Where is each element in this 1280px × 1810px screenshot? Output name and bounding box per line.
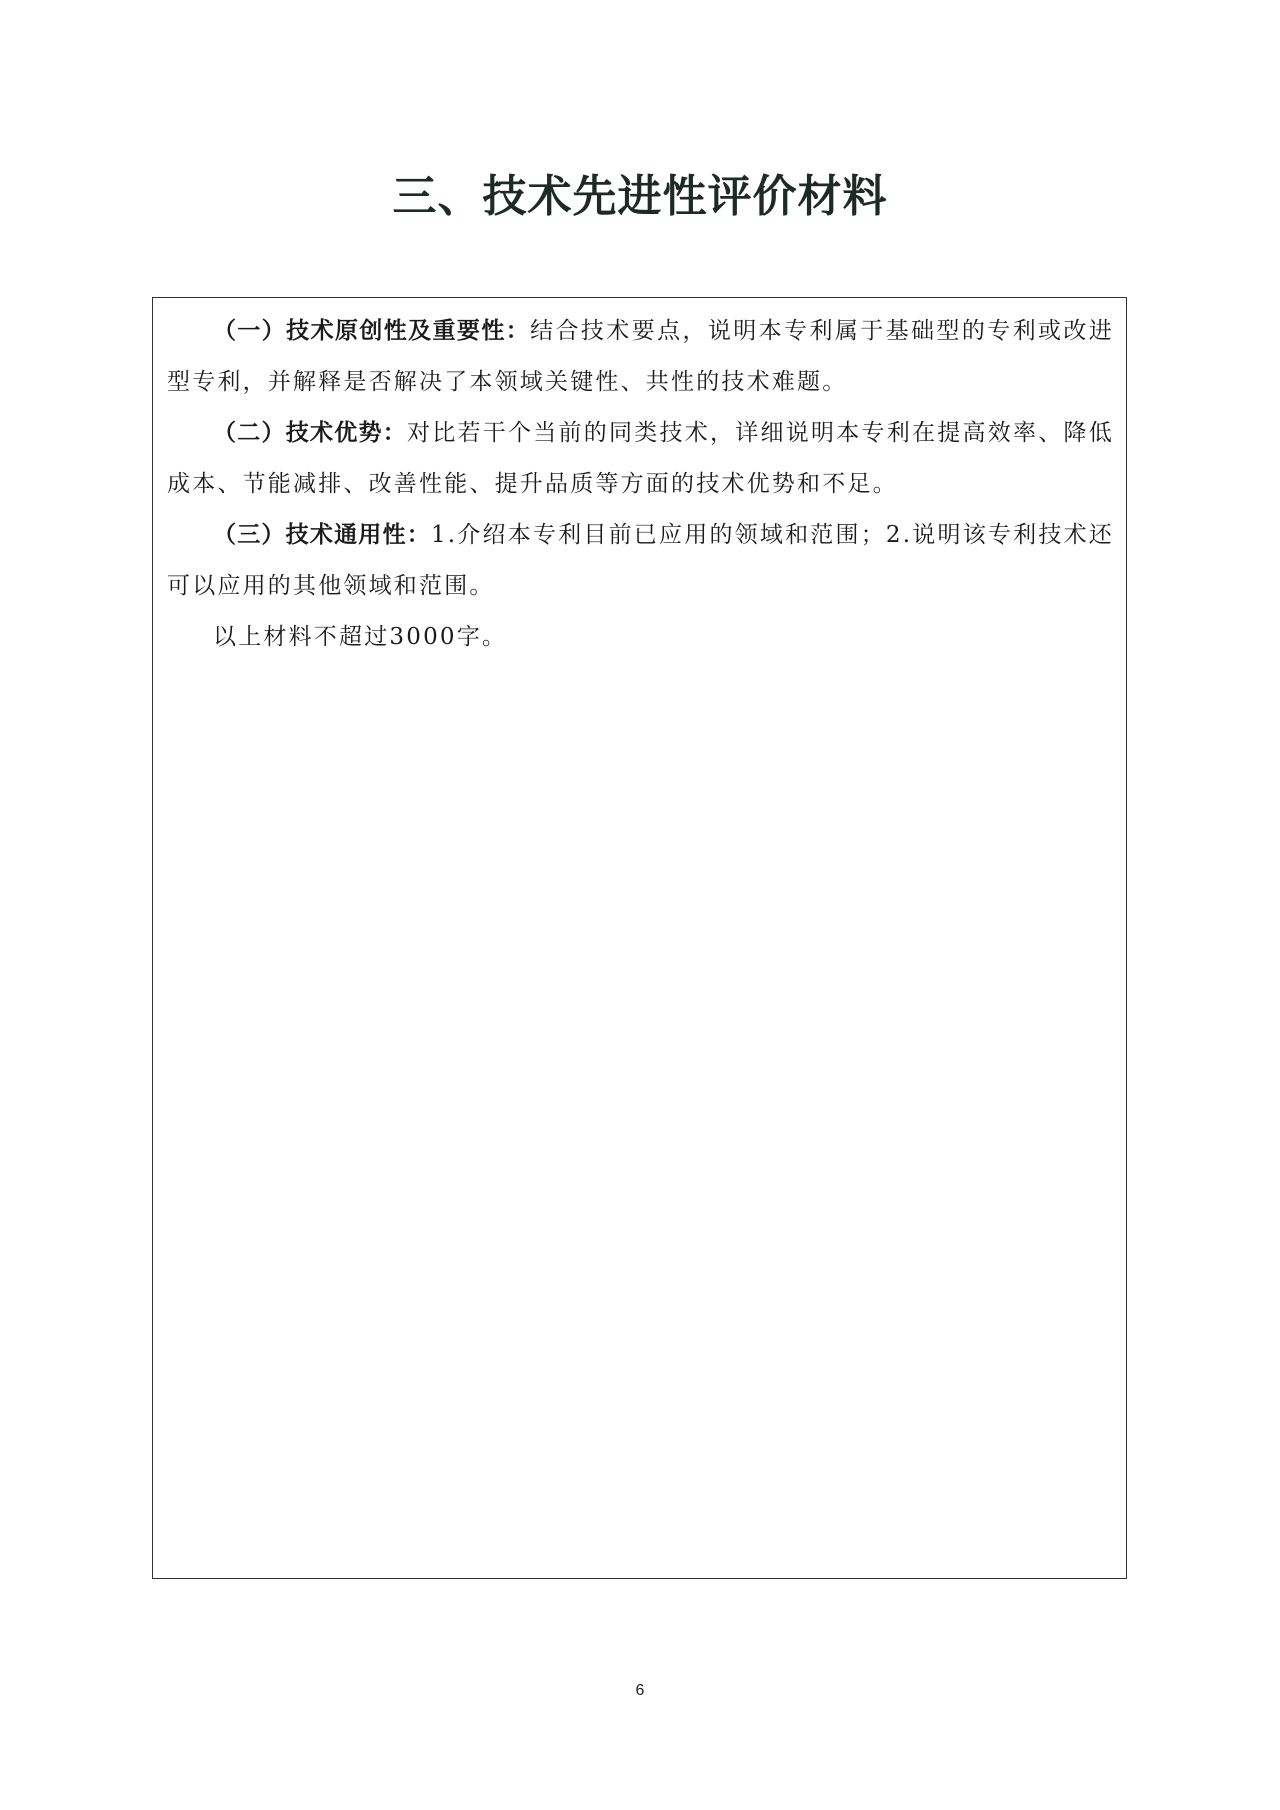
instruction-advantage-text: 对比若干个当前的同类技术，详细说明本专利在提高效率、降低成本、节能减排、改善性能、提升品质等方面的技术优势和不足。: [167, 420, 1114, 497]
instruction-generality: [167, 510, 1114, 612]
instruction-generality-text: 1.介绍本专利目前已应用的领域和范围；2.说明该专利技术还可以应用的其他领域和范围。: [167, 522, 1114, 599]
instruction-originality-heading: （一）技术原创性及重要性：: [213, 318, 531, 344]
instruction-generality-heading: （三）技术通用性：: [213, 522, 431, 548]
evaluation-content-box: [152, 297, 1127, 1579]
instruction-originality-text: 结合技术要点，说明本专利属于基础型的专利或改进型专利，并解释是否解决了本领域关键性、共性的技术难题。: [167, 318, 1114, 395]
instruction-advantage: [167, 408, 1114, 510]
page-title: 三、技术先进性评价材料: [392, 171, 888, 222]
page-number: 6: [635, 1682, 645, 1699]
instructions-block: [167, 306, 1114, 663]
instruction-advantage-heading: （二）技术优势：: [213, 420, 408, 446]
word-limit-note: 以上材料不超过3000字。: [213, 624, 508, 650]
instruction-originality: [167, 306, 1114, 408]
